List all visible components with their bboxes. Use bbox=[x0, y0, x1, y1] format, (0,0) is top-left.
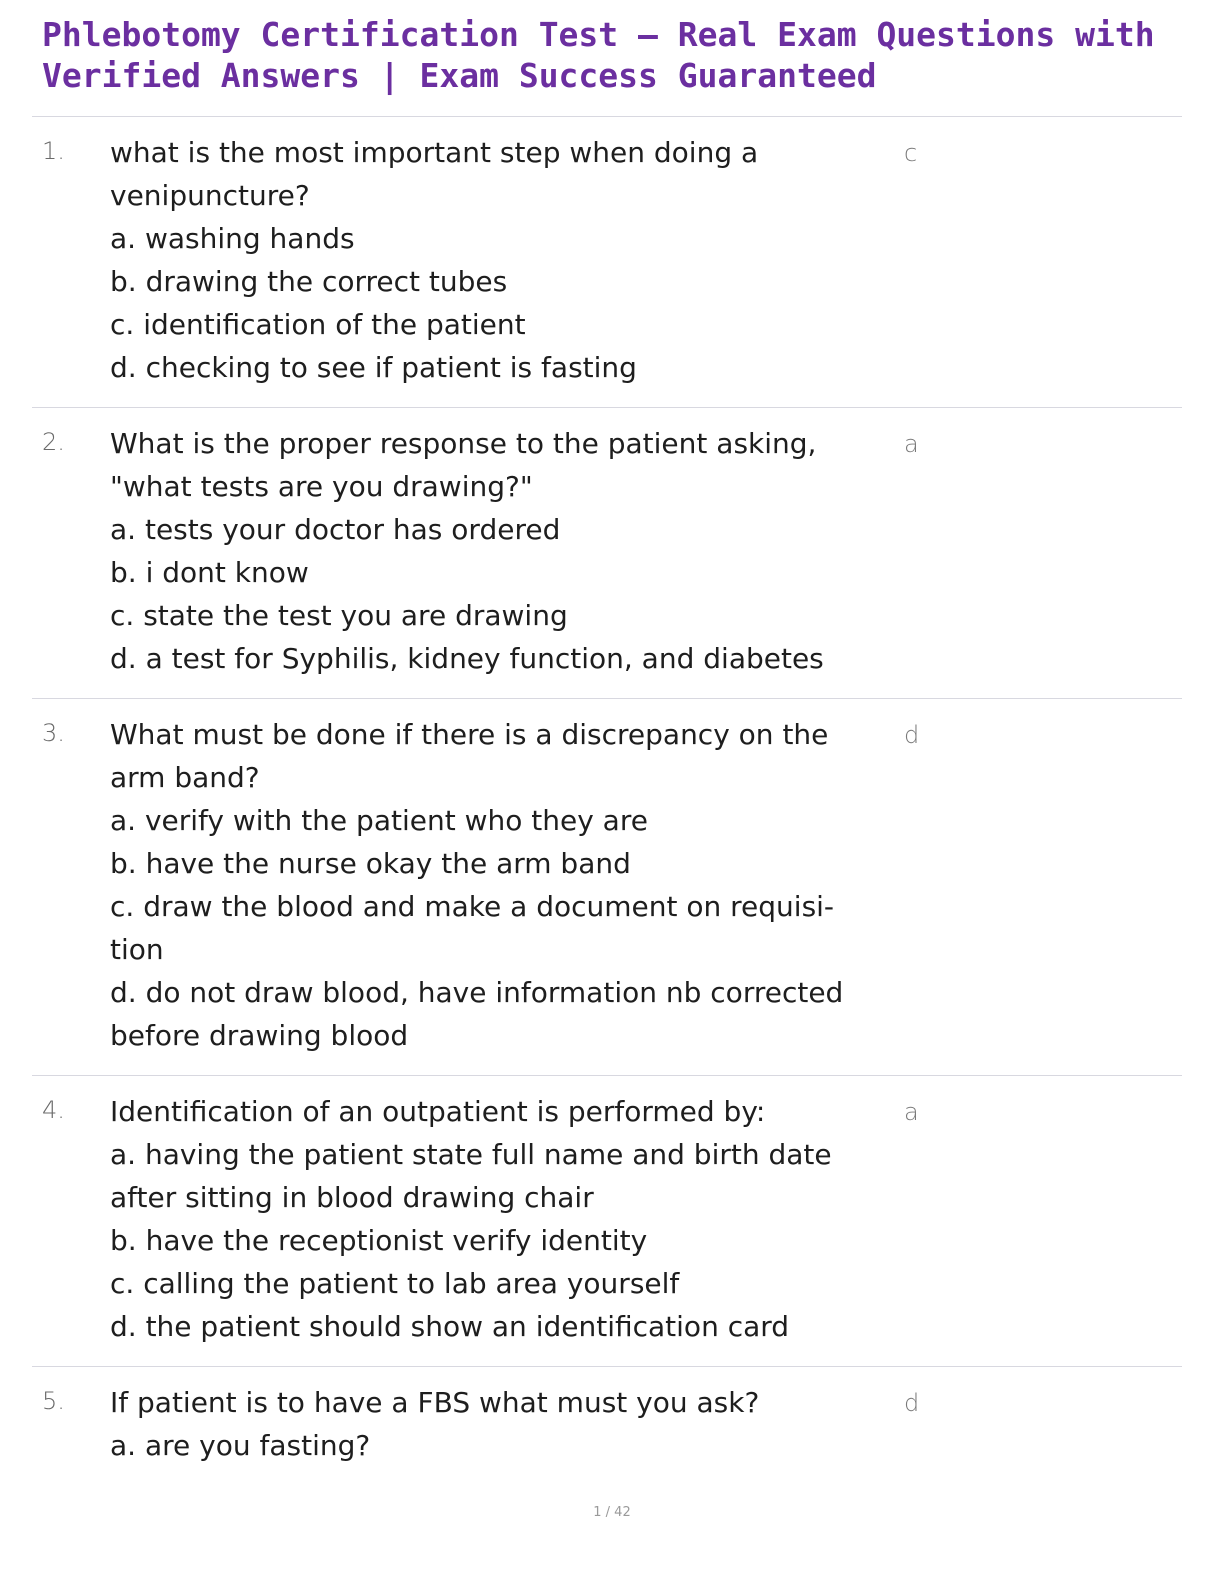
question-text bbox=[110, 1090, 890, 1348]
question-row bbox=[32, 1075, 1182, 1366]
option-d: d. checking to see if patient is fasting bbox=[110, 351, 637, 384]
question-number: 3. bbox=[42, 719, 65, 747]
question-number: 2. bbox=[42, 428, 65, 456]
option-d: d. do not draw blood, have information nb corrected bbox=[110, 976, 844, 1009]
option-a: a. verify with the patient who they are bbox=[110, 804, 648, 837]
question-text bbox=[110, 422, 890, 680]
question-line: "what tests are you drawing?" bbox=[110, 470, 533, 503]
question-number: 1. bbox=[42, 137, 65, 165]
page-number: 1 / 42 bbox=[593, 1505, 631, 1520]
question-number: 5. bbox=[42, 1387, 65, 1415]
answer-key: c bbox=[904, 139, 918, 167]
question-row bbox=[32, 116, 1182, 407]
document-title bbox=[42, 14, 1212, 96]
option-a: a. washing hands bbox=[110, 222, 355, 255]
question-row bbox=[32, 1366, 1182, 1485]
option-c: c. calling the patient to lab area yourself bbox=[110, 1267, 680, 1300]
option-d: d. the patient should show an identification card bbox=[110, 1310, 790, 1343]
question-number: 4. bbox=[42, 1096, 65, 1124]
option-c: c. draw the blood and make a document on requisi- bbox=[110, 890, 835, 923]
option-c: c. state the test you are drawing bbox=[110, 599, 568, 632]
question-text bbox=[110, 1381, 890, 1467]
question-row bbox=[32, 407, 1182, 698]
question-line: arm band? bbox=[110, 761, 260, 794]
question-row bbox=[32, 698, 1182, 1075]
option-c-continued: tion bbox=[110, 933, 164, 966]
question-line: What must be done if there is a discrepancy on the bbox=[110, 718, 829, 751]
option-a: a. are you fasting? bbox=[110, 1429, 371, 1462]
question-line: venipuncture? bbox=[110, 179, 310, 212]
option-a-continued: after sitting in blood drawing chair bbox=[110, 1181, 594, 1214]
question-line: what is the most important step when doing a bbox=[110, 136, 759, 169]
title-line-2: Verified Answers | Exam Success Guaranteed bbox=[42, 56, 877, 95]
answer-key: a bbox=[904, 430, 919, 458]
question-text bbox=[110, 131, 890, 389]
answer-key: a bbox=[904, 1098, 919, 1126]
answer-key: d bbox=[904, 1389, 920, 1417]
option-c: c. identification of the patient bbox=[110, 308, 526, 341]
question-line: What is the proper response to the patient asking, bbox=[110, 427, 817, 460]
option-b: b. have the nurse okay the arm band bbox=[110, 847, 631, 880]
question-line: If patient is to have a FBS what must you ask? bbox=[110, 1386, 760, 1419]
question-text bbox=[110, 713, 890, 1057]
question-list bbox=[32, 116, 1182, 1485]
question-line: Identification of an outpatient is performed by: bbox=[110, 1095, 766, 1128]
option-b: b. drawing the correct tubes bbox=[110, 265, 508, 298]
answer-key: d bbox=[904, 721, 920, 749]
option-d-continued: before drawing blood bbox=[110, 1019, 409, 1052]
option-b: b. i dont know bbox=[110, 556, 309, 589]
option-b: b. have the receptionist verify identity bbox=[110, 1224, 648, 1257]
option-d: d. a test for Syphilis, kidney function, and diabetes bbox=[110, 642, 824, 675]
option-a: a. tests your doctor has ordered bbox=[110, 513, 561, 546]
option-a: a. having the patient state full name and birth date bbox=[110, 1138, 832, 1171]
title-line-1: Phlebotomy Certification Test – Real Exam Questions with bbox=[42, 15, 1155, 54]
